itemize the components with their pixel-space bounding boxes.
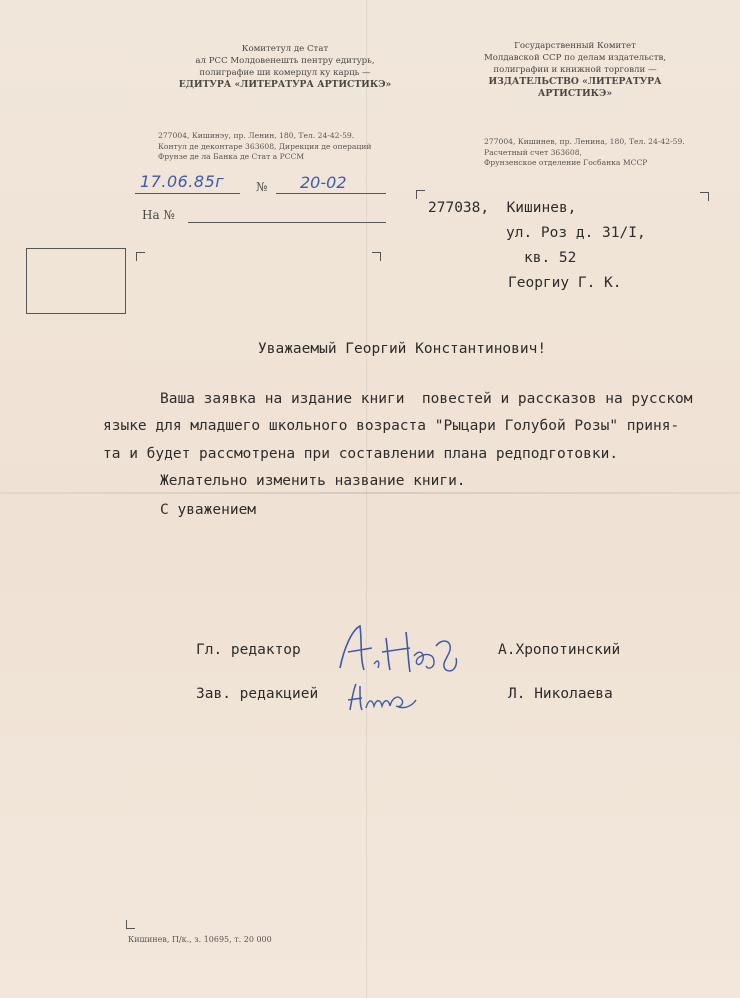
recipient-line2: ул. Роз д. 31/I, bbox=[506, 225, 646, 241]
recipient-line1: 277038, Кишинев, bbox=[428, 200, 577, 216]
corner-mark bbox=[136, 252, 145, 261]
number-underline bbox=[276, 193, 386, 194]
recipient-line4: Георгиу Г. К. bbox=[508, 275, 622, 291]
letterhead-left-line1: Комитетул де Стат bbox=[241, 44, 329, 54]
corner-mark bbox=[416, 190, 425, 199]
letterhead-left-addr2: Контул де деконтаре 363608, Дирекция де операций bbox=[158, 141, 372, 151]
body-line3: та и будет рассмотрена при составлении плана редподготовки. bbox=[103, 446, 619, 462]
letterhead-right-line4: ИЗДАТЕЛЬСТВО «ЛИТЕРАТУРА АРТИСТИКЭ» bbox=[488, 76, 662, 99]
letterhead-right-line1: Государственный Комитет bbox=[514, 41, 636, 51]
handwritten-date: 17.06.85г bbox=[140, 172, 225, 191]
fold-line-horizontal bbox=[0, 492, 740, 494]
stamp-box bbox=[26, 248, 126, 314]
letterhead-right-addr2: Расчетный счет 363608, bbox=[484, 147, 582, 157]
letterhead-right bbox=[460, 40, 690, 100]
body-line4: Желательно изменить название книги. bbox=[160, 473, 466, 489]
body-line1: Ваша заявка на издание книги повестей и рассказов на русском bbox=[160, 391, 693, 407]
salutation: Уважаемый Георгий Константинович! bbox=[258, 341, 547, 357]
letterhead-left-address bbox=[158, 131, 418, 163]
letterhead-left-addr3: Фрунзе де ла Банка де Стат а РССМ bbox=[158, 152, 305, 161]
print-imprint: Кишинев, П/к., з. 10695, т. 20 000 bbox=[128, 935, 272, 944]
letterhead-right-address bbox=[484, 137, 724, 169]
signer2-name: Л. Николаева bbox=[508, 686, 613, 702]
corner-mark bbox=[700, 192, 709, 201]
signature-editor-in-chief bbox=[330, 618, 470, 680]
letterhead-right-line2: Молдавской ССР по делам издательств, bbox=[483, 53, 667, 63]
body-line2: языке для младшего школьного возраста "Рыцари Голубой Розы" приня- bbox=[103, 418, 680, 434]
date-underline bbox=[135, 193, 240, 194]
letterhead-left-line3: полиграфие ши комерцул ку карць — bbox=[199, 68, 371, 78]
recipient-line3: кв. 52 bbox=[524, 250, 577, 266]
letterhead-left bbox=[150, 43, 420, 91]
signature-head-of-department bbox=[342, 676, 422, 716]
signer1-name: А.Хропотинский bbox=[498, 642, 621, 658]
letterhead-right-addr1: 277004, Кишинев, пр. Ленина, 180, Тел. 24-42-59. bbox=[484, 137, 685, 146]
signer2-role: Зав. редакцией bbox=[196, 686, 319, 702]
signer1-role: Гл. редактор bbox=[196, 642, 301, 658]
letterhead-left-addr1: 277004, Кишинэу, пр. Ленин, 180, Тел. 24-42-59. bbox=[158, 131, 355, 140]
letterhead-left-line4: ЕДИТУРА «ЛИТЕРАТУРА АРТИСТИКЭ» bbox=[178, 79, 392, 90]
letterhead-left-line2: ал РСС Молдовенешть пентру едитурь, bbox=[195, 56, 375, 66]
letterhead-right-addr3: Фрунзенское отделение Госбанка МССР bbox=[484, 158, 648, 167]
corner-mark bbox=[126, 920, 135, 929]
reply-to-underline bbox=[188, 222, 386, 223]
number-label: № bbox=[256, 180, 268, 194]
letterhead-right-line3: полиграфии и книжной торговли — bbox=[493, 65, 657, 75]
corner-mark bbox=[372, 252, 381, 261]
reply-to-label: На № bbox=[142, 208, 175, 222]
handwritten-number: 20-02 bbox=[300, 173, 347, 192]
closing: С уважением bbox=[160, 502, 257, 518]
